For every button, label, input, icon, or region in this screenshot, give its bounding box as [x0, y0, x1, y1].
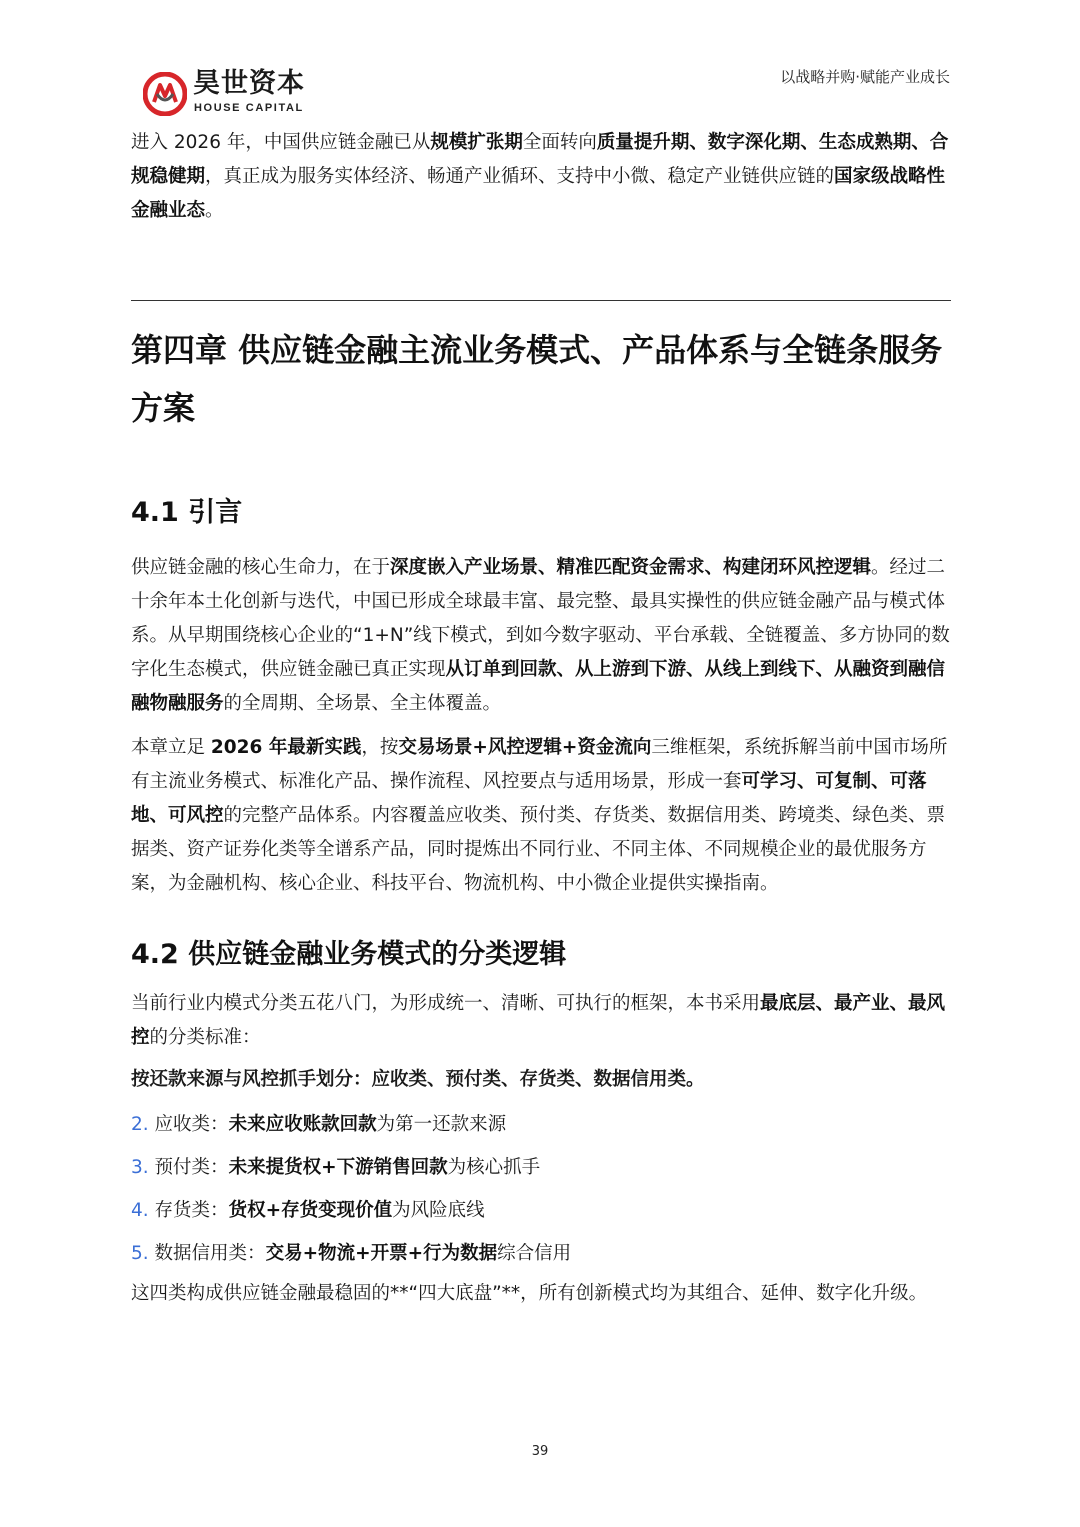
page-content [131, 126, 951, 1311]
section-divider [131, 300, 951, 301]
section-4-2-paragraph-1: 当前行业内模式分类五花八门，为形成统一、清晰、可执行的框架，本书采用最底层、最产业、最风控的分类标准： [131, 993, 946, 1048]
closing-paragraph: 这四类构成供应链金融最稳固的**“四大底盘”**，所有创新模式均为其组合、延伸、数字化升级。 [131, 1283, 928, 1304]
page-header [0, 0, 1080, 125]
list-item: 3. 预付类：未来提货权+下游销售回款为核心抓手 [131, 1157, 541, 1178]
house-capital-logo [143, 68, 318, 120]
chapter-title: 第四章 供应链金融主流业务模式、产品体系与全链条服务方案 [131, 331, 943, 427]
list-item: 5. 数据信用类：交易+物流+开票+行为数据综合信用 [131, 1243, 572, 1264]
section-4-1-heading: 4.1 引言 [131, 497, 243, 528]
list-item: 2. 应收类：未来应收账款回款为第一还款来源 [131, 1114, 507, 1135]
section-4-1-paragraph-1: 供应链金融的核心生命力，在于深度嵌入产业场景、精准匹配资金需求、构建闭环风控逻辑。经过二十余年本土化创新与迭代，中国已形成全球最丰富、最完整、最具实操性的供应链金融产品与模式体系。从早期围绕核心企业的“1+N”线下模式，到如今数字驱动、平台承载、全链覆盖、多方协同的数字化生态模式，供应链金融已真正实现从订单到回款、从上游到下游、从线上到线下、从融资到融信融物融服务的全周期、全场景、全主体覆盖。 [131, 557, 950, 714]
section-4-2-heading: 4.2 供应链金融业务模式的分类逻辑 [131, 939, 567, 970]
classification-summary: 按还款来源与风控抓手划分：应收类、预付类、存货类、数据信用类。 [131, 1069, 705, 1090]
logo-chinese-name: 昊世资本 [193, 68, 305, 99]
list-item: 4. 存货类：货权+存货变现价值为风险底线 [131, 1200, 485, 1221]
classification-list [131, 1103, 951, 1275]
header-slogan: 以战略并购·赋能产业成长 [780, 68, 950, 86]
logo-english-name: HOUSE CAPITAL [194, 102, 304, 114]
page-number: 39 [531, 1444, 549, 1459]
intro-paragraph: 进入 2026 年，中国供应链金融已从规模扩张期全面转向质量提升期、数字深化期、生态成熟期、合规稳健期，真正成为服务实体经济、畅通产业循环、支持中小微、稳定产业链供应链的国家级战略性金融业态。 [131, 132, 949, 221]
logo-mark-icon [143, 72, 187, 116]
section-4-1-paragraph-2: 本章立足 2026 年最新实践，按交易场景+风控逻辑+资金流向三维框架，系统拆解当前中国市场所有主流业务模式、标准化产品、操作流程、风控要点与适用场景，形成一套可学习、可复制、可落地、可风控的完整产品体系。内容覆盖应收类、预付类、存货类、数据信用类、跨境类、绿色类、票据类、资产证券化类等全谱系产品，同时提炼出不同行业、不同主体、不同规模企业的最优服务方案，为金融机构、核心企业、科技平台、物流机构、中小微企业提供实操指南。 [131, 737, 948, 894]
